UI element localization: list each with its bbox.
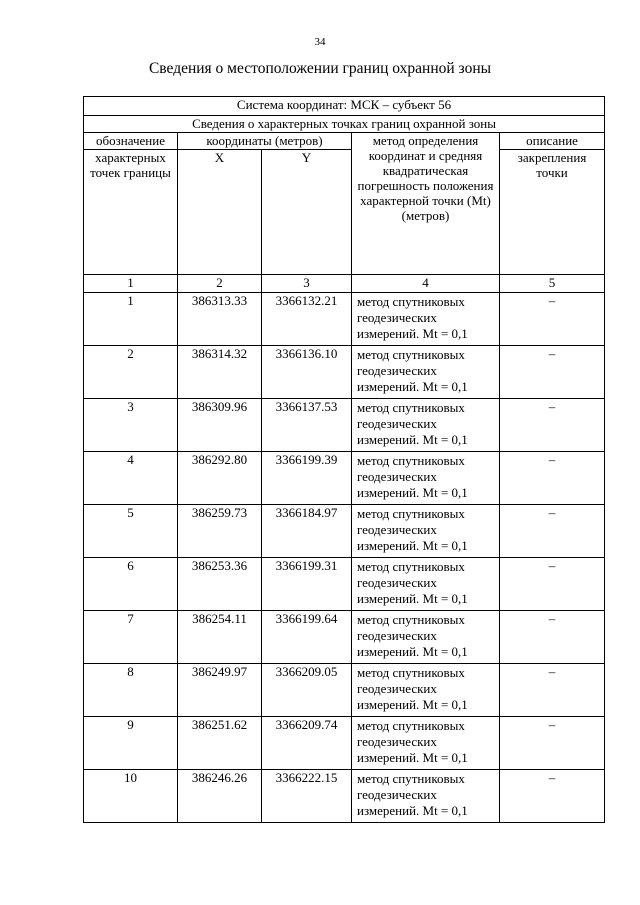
method-cell: метод спутниковых геодезических измерений. Mt = 0,1 — [352, 399, 500, 452]
point-cell: 5 — [84, 505, 178, 558]
header-row-top — [84, 133, 605, 150]
coordinate-system-cell: Система координат: МСК – субъект 56 — [84, 97, 605, 116]
point-cell: 10 — [84, 770, 178, 823]
table-row — [84, 346, 605, 399]
point-cell: 9 — [84, 717, 178, 770]
table-row — [84, 717, 605, 770]
coordinates-header: координаты (метров) — [178, 133, 352, 150]
table-row — [84, 452, 605, 505]
point-cell: 2 — [84, 346, 178, 399]
y-coordinate-cell: 3366209.05 — [262, 664, 352, 717]
column-number: 3 — [262, 275, 352, 293]
x-coordinate-cell: 386254.11 — [178, 611, 262, 664]
column-number: 1 — [84, 275, 178, 293]
table-row — [84, 505, 605, 558]
y-coordinate-cell: 3366209.74 — [262, 717, 352, 770]
boundary-info-row — [84, 116, 605, 133]
y-coordinate-cell: 3366184.97 — [262, 505, 352, 558]
x-coordinate-cell: 386292.80 — [178, 452, 262, 505]
fixing-header-line1: описание — [500, 133, 605, 150]
fixing-header-rest: закрепления точки — [500, 150, 605, 275]
method-cell: метод спутниковых геодезических измерений. Mt = 0,1 — [352, 293, 500, 346]
table-row — [84, 770, 605, 823]
point-cell: 4 — [84, 452, 178, 505]
method-cell: метод спутниковых геодезических измерений. Mt = 0,1 — [352, 664, 500, 717]
x-coordinate-cell: 386249.97 — [178, 664, 262, 717]
point-cell: 7 — [84, 611, 178, 664]
fixing-description-cell: – — [500, 770, 605, 823]
y-coordinate-cell: 3366132.21 — [262, 293, 352, 346]
fixing-description-cell: – — [500, 558, 605, 611]
table-row — [84, 664, 605, 717]
coordinate-system-row — [84, 97, 605, 116]
fixing-description-cell: – — [500, 664, 605, 717]
table-row — [84, 399, 605, 452]
point-cell: 3 — [84, 399, 178, 452]
y-coordinate-cell: 3366137.53 — [262, 399, 352, 452]
table-row — [84, 611, 605, 664]
x-coordinate-cell: 386251.62 — [178, 717, 262, 770]
fixing-description-cell: – — [500, 452, 605, 505]
fixing-description-cell: – — [500, 293, 605, 346]
method-cell: метод спутниковых геодезических измерений. Mt = 0,1 — [352, 717, 500, 770]
point-cell: 6 — [84, 558, 178, 611]
method-header: метод определения координат и средняя квадратическая погрешность положения характерной точки (Mt) (метров) — [352, 133, 500, 275]
method-cell: метод спутниковых геодезических измерений. Mt = 0,1 — [352, 558, 500, 611]
y-coordinate-cell: 3366222.15 — [262, 770, 352, 823]
y-coordinate-cell: 3366199.31 — [262, 558, 352, 611]
fixing-description-cell: – — [500, 399, 605, 452]
y-header: Y — [262, 150, 352, 275]
x-coordinate-cell: 386314.32 — [178, 346, 262, 399]
y-coordinate-cell: 3366136.10 — [262, 346, 352, 399]
method-cell: метод спутниковых геодезических измерений. Mt = 0,1 — [352, 346, 500, 399]
point-cell: 8 — [84, 664, 178, 717]
point-cell: 1 — [84, 293, 178, 346]
x-coordinate-cell: 386309.96 — [178, 399, 262, 452]
column-number: 4 — [352, 275, 500, 293]
fixing-description-cell: – — [500, 346, 605, 399]
x-coordinate-cell: 386246.26 — [178, 770, 262, 823]
method-cell: метод спутниковых геодезических измерений. Mt = 0,1 — [352, 770, 500, 823]
x-coordinate-cell: 386313.33 — [178, 293, 262, 346]
table-row — [84, 293, 605, 346]
header-row-bottom — [84, 150, 605, 275]
designation-header-line1: обозначение — [84, 133, 178, 150]
column-number: 2 — [178, 275, 262, 293]
method-cell: метод спутниковых геодезических измерений. Mt = 0,1 — [352, 505, 500, 558]
fixing-description-cell: – — [500, 717, 605, 770]
method-cell: метод спутниковых геодезических измерений. Mt = 0,1 — [352, 452, 500, 505]
column-number-row — [84, 275, 605, 293]
document-title: Сведения о местоположении границ охранной зоны — [148, 60, 492, 77]
method-cell: метод спутниковых геодезических измерений. Mt = 0,1 — [352, 611, 500, 664]
table-row — [84, 558, 605, 611]
column-number: 5 — [500, 275, 605, 293]
y-coordinate-cell: 3366199.39 — [262, 452, 352, 505]
fixing-description-cell: – — [500, 611, 605, 664]
boundary-info-cell: Сведения о характерных точках границ охранной зоны — [84, 116, 605, 133]
fixing-description-cell: – — [500, 505, 605, 558]
x-header: X — [178, 150, 262, 275]
y-coordinate-cell: 3366199.64 — [262, 611, 352, 664]
designation-header-rest: характерных точек границы — [84, 150, 178, 275]
x-coordinate-cell: 386259.73 — [178, 505, 262, 558]
coordinates-table — [83, 96, 605, 823]
page-number: 34 — [314, 36, 326, 48]
x-coordinate-cell: 386253.36 — [178, 558, 262, 611]
